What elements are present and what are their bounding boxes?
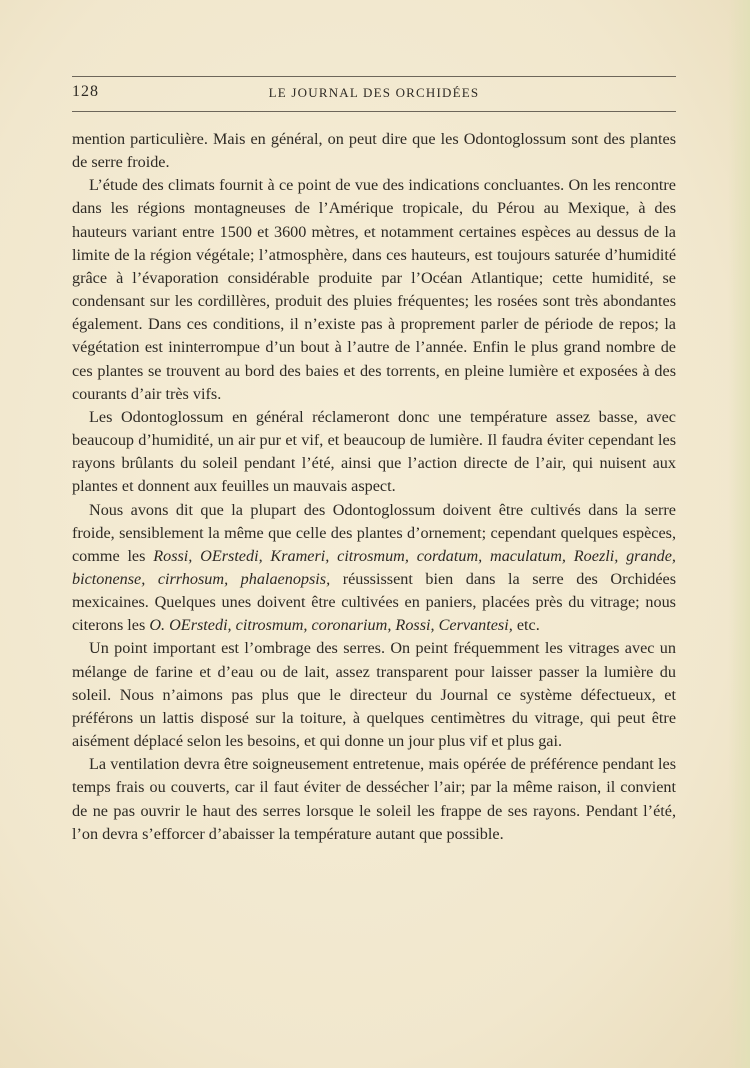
running-title: LE JOURNAL DES ORCHIDÉES — [268, 85, 480, 100]
paragraph-text: Un point important est l’ombrage des serres. On peint fréquemment les vitrages avec un mélange de farine et d’eau ou de lait, assez transparent pour laisser passer la lumière du soleil. Nous n’aimons pas plus que le directeur du Journal ce système défectueux, et préférons un lattis disposé sur la toiture, à quelques centimètres du vitrage, qui peut être aisément déplacé selon les besoins, et qui donne un jour plus vif et plus gai. — [72, 639, 676, 751]
italic-species-names: Rossi, OErstedi, Krameri, citrosmum, cordatum, maculatum, Roezli, grande, bictonense, cirrhosum, phalaenopsis, — [72, 546, 676, 588]
body-text — [72, 128, 676, 846]
paragraph — [72, 174, 676, 406]
paragraph — [72, 753, 676, 846]
paragraph-text: mention particulière. Mais en général, on peut dire que les Odontoglossum sont des plantes de serre froide. — [72, 130, 676, 172]
paragraph — [72, 128, 676, 174]
paragraph-text: Nous avons dit que la plupart des Odontoglossum doivent être cultivés dans la serre froide, sensiblement la même que celle des plantes d’ornement; cependant quelques espèces, comme les — [72, 500, 676, 565]
paragraph — [72, 637, 676, 753]
italic-species-names: O. OErstedi, citrosmum, coronarium, Rossi, Cervantesi, — [149, 616, 513, 635]
paragraph — [72, 499, 676, 638]
paragraph-text: réussissent bien dans la serre des Orchidées mexicaines. Quelques unes doivent être cultivées en paniers, placées près du vitrage; nous citerons les — [72, 569, 676, 635]
paragraph-text: L’étude des climats fournit à ce point de vue des indications concluantes. On les rencontre dans les régions montagneuses de l’Amérique tropicale, du Pérou au Mexique, à des hauteurs variant entre 1500 et 3600 mètres, et notamment certaines espèces au dessus de la limite de la région végétale; l’atmosphère, dans ces hauteurs, est toujours saturée d’humidité grâce à l’évaporation considérable produite par l’Océan Atlantique; cette humidité, se condensant sur les cordillères, produit des pluies fréquentes; les rosées sont très abondantes également. Dans ces conditions, il n’existe pas à proprement parler de période de repos; la végétation est ininterrompue d’un bout à l’autre de l’année. Enfin le plus grand nombre de ces plantes se trouvent au bord des baies et des torrents, en pleine lumière et exposées à des courants d’air très vifs. — [72, 176, 676, 403]
paragraph-text: Les Odontoglossum en général réclameront donc une température assez basse, avec beaucoup d’humidité, un air pur et vif, et beaucoup de lumière. Il faudra éviter cependant les rayons brûlants du soleil pendant l’été, ainsi que l’action directe de l’air, qui nuisent aux plantes et donnent aux feuilles un mauvais aspect. — [72, 407, 676, 496]
page-number: 128 — [72, 83, 99, 100]
page-header — [72, 76, 676, 112]
paragraph-text: La ventilation devra être soigneusement entretenue, mais opérée de préférence pendant les temps frais ou couverts, car il faut éviter de dessécher l’air; par la même raison, il convient de ne pas ouvrir le haut des serres lorsque le soleil les frappe de ses rayons. Pendant l’été, l’on devra s’efforcer d’abaisser la température autant que possible. — [72, 755, 676, 843]
paragraph — [72, 406, 676, 499]
paragraph-text: etc. — [512, 616, 540, 635]
